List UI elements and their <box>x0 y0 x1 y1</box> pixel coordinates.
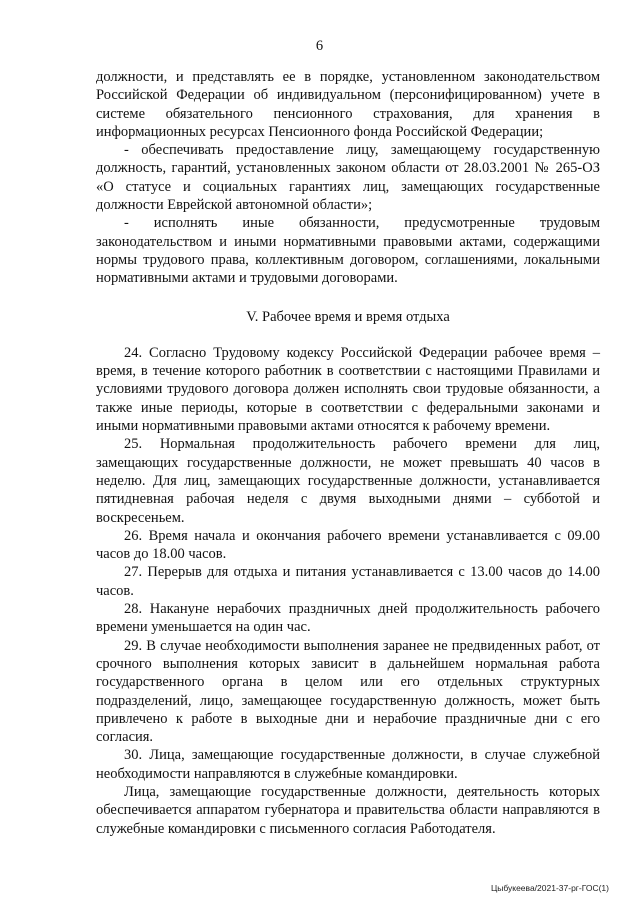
paragraph: Лица, замещающие государственные должности, деятельность которых обеспечивается аппаратом губернатора и правительства области направляются в служебные командировки с письменного согласия Работодателя. <box>96 783 600 837</box>
paragraph: 29. В случае необходимости выполнения заранее не предвиденных работ, от срочного выполнения которых зависит в дальнейшем нормальная работа государственного органа в целом или его отдельных структурных подразделений, лицо, замещающее государственную должность, может быть привлечено к работе в выходные дни и нерабочие праздничные дни с его согласия. <box>96 637 600 746</box>
footer-document-code: Цыбукеева/2021-37-рг-ГОС(1) <box>490 883 609 893</box>
paragraph: 26. Время начала и окончания рабочего времени устанавливается с 09.00 часов до 18.00 часов. <box>96 527 600 563</box>
paragraph: 24. Согласно Трудовому кодексу Российской Федерации рабочее время – время, в течение которого работник в соответствии с настоящими Правилами и условиями трудового договора должен исполнять свои трудовые обязанности, а также иные периоды, которые в соответствии с федеральными законами и иными нормативными правовыми актами относятся к рабочему времени. <box>96 344 600 435</box>
paragraph: 28. Накануне нерабочих праздничных дней продолжительность рабочего времени уменьшается на один час. <box>96 601 600 636</box>
page-number: 6 <box>315 38 324 54</box>
paragraph: - обеспечивать предоставление лицу, замещающему государственную должность, гарантий, установленных законом области от 28.03.2001 № 265-ОЗ «О статусе и социальных гарантиях лиц, замещающих государственные должности Еврейской автономной области»; <box>96 142 600 214</box>
section-heading: V. Рабочее время и время отдыха <box>246 308 450 325</box>
paragraph: должности, и представлять ее в порядке, установленном законодательством Российской Федерации об индивидуальном (персонифицированном) учете в системе обязательного пенсионного страхования, для хранения в информационных ресурсах Пенсионного фонда Российской Федерации; <box>96 69 600 140</box>
paragraphs-before-heading <box>96 68 600 288</box>
paragraph: 25. Нормальная продолжительность рабочего времени для лиц, замещающих государственные должности, не может превышать 40 часов в неделю. Для лиц, замещающих государственные должности, устанавливается пятидневная рабочая неделя с двумя выходными днями – субботой и воскресеньем. <box>96 436 600 526</box>
paragraph: 30. Лица, замещающие государственные должности, в случае служебной необходимости направляются в служебные командировки. <box>96 747 600 782</box>
paragraphs-after-heading <box>96 344 600 838</box>
document-body <box>96 68 600 838</box>
paragraph: 27. Перерыв для отдыха и питания устанавливается с 13.00 часов до 14.00 часов. <box>96 564 600 599</box>
paragraph: - исполнять иные обязанности, предусмотренные трудовым законодательством и иными нормативными правовыми актами, содержащими нормы трудового права, коллективным договором, соглашениями, локальными нормативными актами и трудовыми договорами. <box>96 215 600 287</box>
